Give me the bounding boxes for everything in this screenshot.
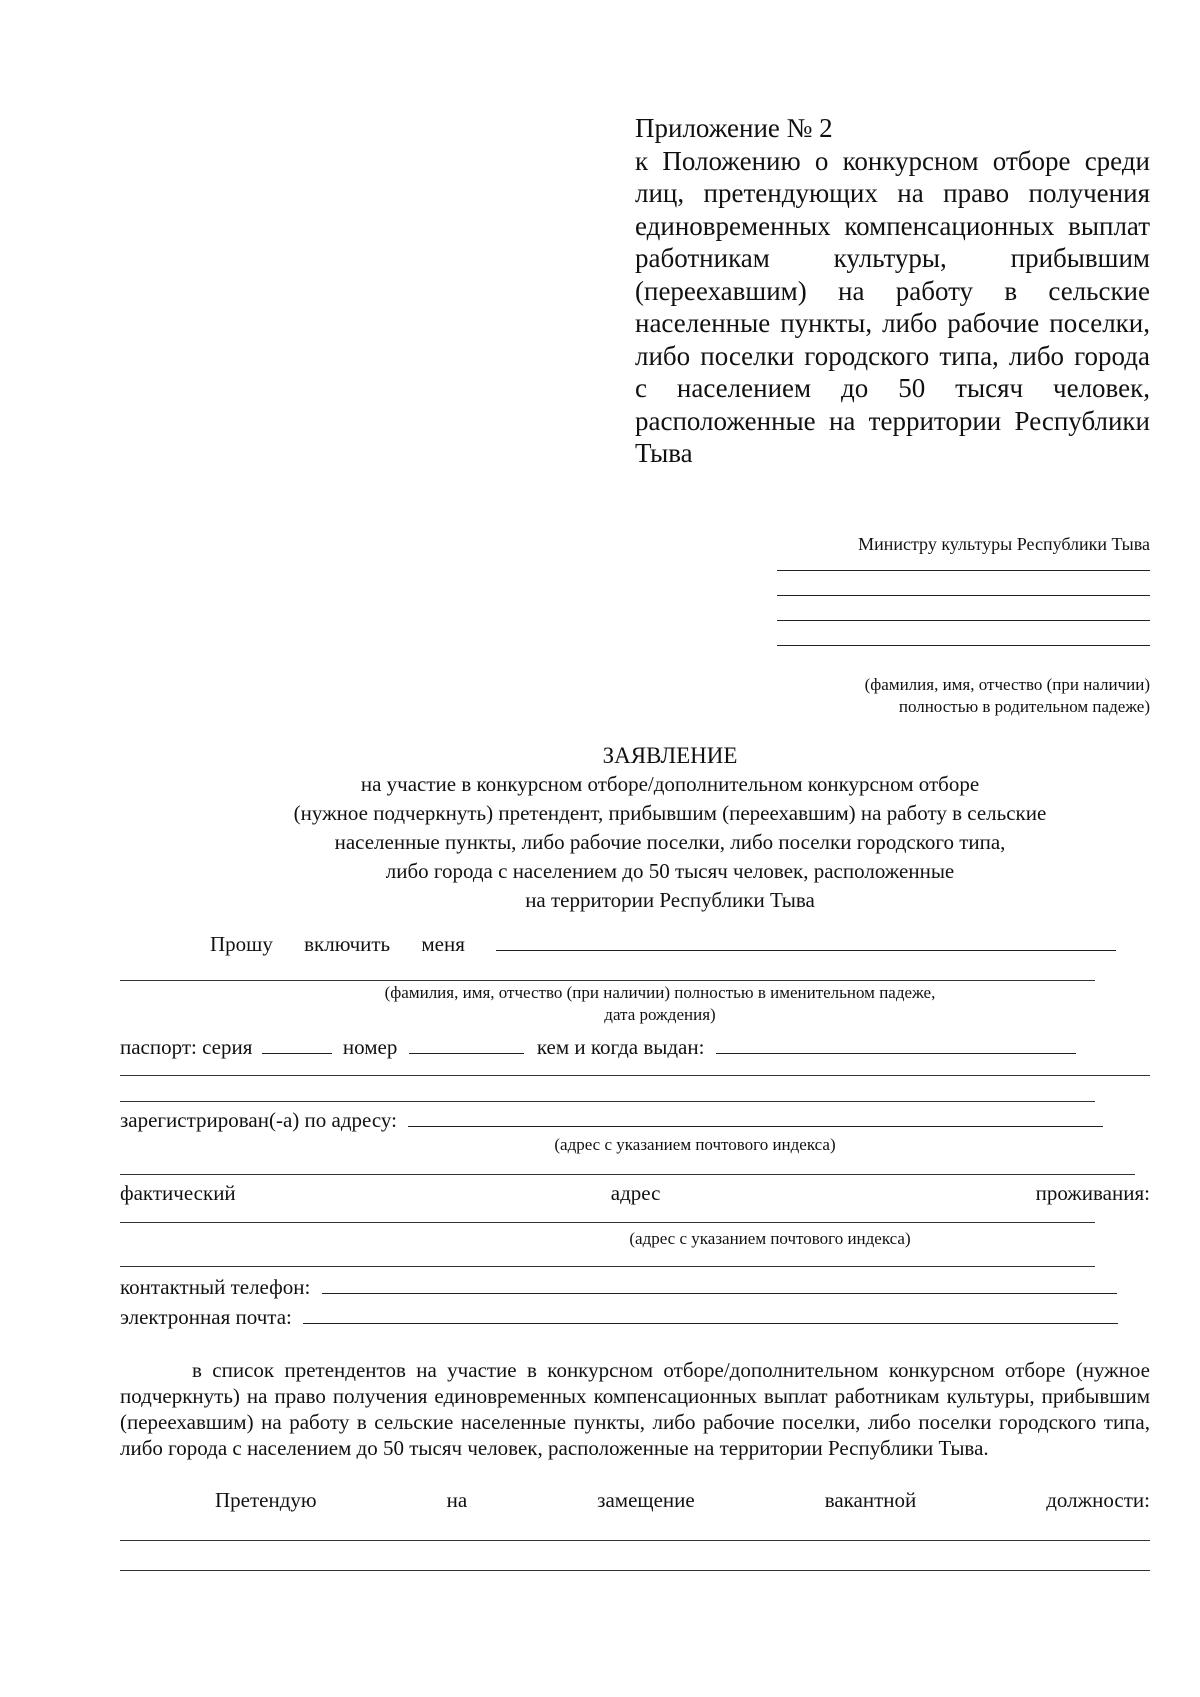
subtitle-line: населенные пункты, либо рабочие поселки, либо поселки городского типа, xyxy=(334,830,1006,854)
passport-issued-field[interactable] xyxy=(716,1035,1076,1054)
name-field-line[interactable] xyxy=(120,980,1095,981)
actual-word: проживания: xyxy=(1035,1181,1150,1205)
request-row xyxy=(120,932,1150,957)
passport-line-3[interactable] xyxy=(120,1101,1095,1102)
addressee-line: Министру культуры Республики Тыва xyxy=(858,534,1150,554)
email-field[interactable] xyxy=(303,1305,1118,1324)
subtitle-line: (нужное подчеркнуть) претендент, прибывшим (переехавшим) на работу в сельские xyxy=(293,801,1047,825)
phone-field[interactable] xyxy=(322,1275,1117,1294)
position-field-line-1[interactable] xyxy=(120,1540,1150,1541)
registered-row xyxy=(120,1108,1150,1133)
blank-line[interactable] xyxy=(777,620,1150,621)
passport-line-2[interactable] xyxy=(120,1075,1150,1076)
claim-row xyxy=(215,1488,1150,1513)
addressee-caption xyxy=(740,674,1150,718)
passport-number-label: номер xyxy=(342,1035,398,1059)
passport-series-field[interactable] xyxy=(262,1035,332,1054)
registered-address-line-2[interactable] xyxy=(120,1174,1135,1175)
closing-paragraph: в список претендентов на участие в конкурсном отборе/дополнительном конкурсном отборе (нужное подчеркнуть) на право получения единовременных компенсационных выплат работникам культуры, прибывшим (переехавшим) на работу в сельские населенные пункты, либо рабочие поселки, либо поселки городского типа, либо города с населением до 50 тысяч человек, расположенные на территории Республики Тыва. xyxy=(120,1358,1150,1460)
passport-series-label: паспорт: серия xyxy=(120,1035,253,1059)
position-field-line-2[interactable] xyxy=(120,1570,1150,1571)
passport-number-field[interactable] xyxy=(409,1035,524,1054)
blank-line[interactable] xyxy=(777,570,1150,571)
passport-issued-label: кем и когда выдан: xyxy=(536,1035,705,1059)
actual-address-row xyxy=(120,1181,1150,1206)
actual-address-caption: (адрес с указанием почтового индекса) xyxy=(629,1229,911,1248)
subtitle-line: на территории Республики Тыва xyxy=(525,888,815,912)
addressee-caption-line2: полностью в родительном падеже) xyxy=(898,697,1150,716)
blank-line[interactable] xyxy=(777,595,1150,596)
addressee-blank-lines xyxy=(777,570,1150,670)
claim-word: на xyxy=(446,1488,468,1512)
actual-word: адрес xyxy=(610,1181,661,1205)
actual-address-line-1[interactable] xyxy=(120,1222,1095,1223)
actual-address-line-2[interactable] xyxy=(120,1266,1095,1267)
request-word: Прошу xyxy=(210,932,273,956)
subtitle-line: либо города с населением до 50 тысяч человек, расположенные xyxy=(385,859,955,883)
appendix-text: к Положению о конкурсном отборе среди лиц, претендующих на право получения единовременных компенсационных выплат работникам культуры, прибывшим (переехавшим) на работу в сельские населенные пункты, либо рабочие поселки, либо поселки городского типа, либо города с населением до 50 тысяч человек, расположенные на территории Республики Тыва xyxy=(635,145,1150,468)
email-label: электронная почта: xyxy=(120,1305,292,1329)
name-caption-line2: дата рождения) xyxy=(604,1005,716,1024)
request-word: меня xyxy=(421,932,465,956)
subtitle-line: на участие в конкурсном отборе/дополнительном конкурсном отборе xyxy=(360,772,980,796)
claim-word: замещение xyxy=(597,1488,695,1512)
registered-address-caption: (адрес с указанием почтового индекса) xyxy=(554,1135,836,1154)
appendix-title: Приложение № 2 xyxy=(635,113,833,143)
name-caption-line1: (фамилия, имя, отчество (при наличии) полностью в именительном падеже, xyxy=(384,983,936,1002)
actual-word: фактический xyxy=(120,1181,236,1205)
request-word: включить xyxy=(304,932,391,956)
document-title: ЗАЯВЛЕНИЕ xyxy=(602,743,738,768)
addressee-caption-line1: (фамилия, имя, отчество (при наличии) xyxy=(864,675,1150,694)
claim-word: вакантной xyxy=(824,1488,917,1512)
claim-word: Претендую xyxy=(215,1488,317,1512)
appendix-block xyxy=(635,112,1150,470)
name-field[interactable] xyxy=(496,932,1116,951)
name-caption xyxy=(320,982,1000,1026)
passport-row xyxy=(120,1035,1150,1060)
blank-line[interactable] xyxy=(777,645,1150,646)
registered-label: зарегистрирован(-а) по адресу: xyxy=(120,1108,397,1132)
document-subtitle xyxy=(220,770,1120,915)
phone-row xyxy=(120,1275,1150,1300)
email-row xyxy=(120,1305,1150,1330)
claim-word: должности: xyxy=(1046,1488,1150,1512)
registered-address-field[interactable] xyxy=(408,1108,1103,1127)
phone-label: контактный телефон: xyxy=(120,1275,311,1299)
